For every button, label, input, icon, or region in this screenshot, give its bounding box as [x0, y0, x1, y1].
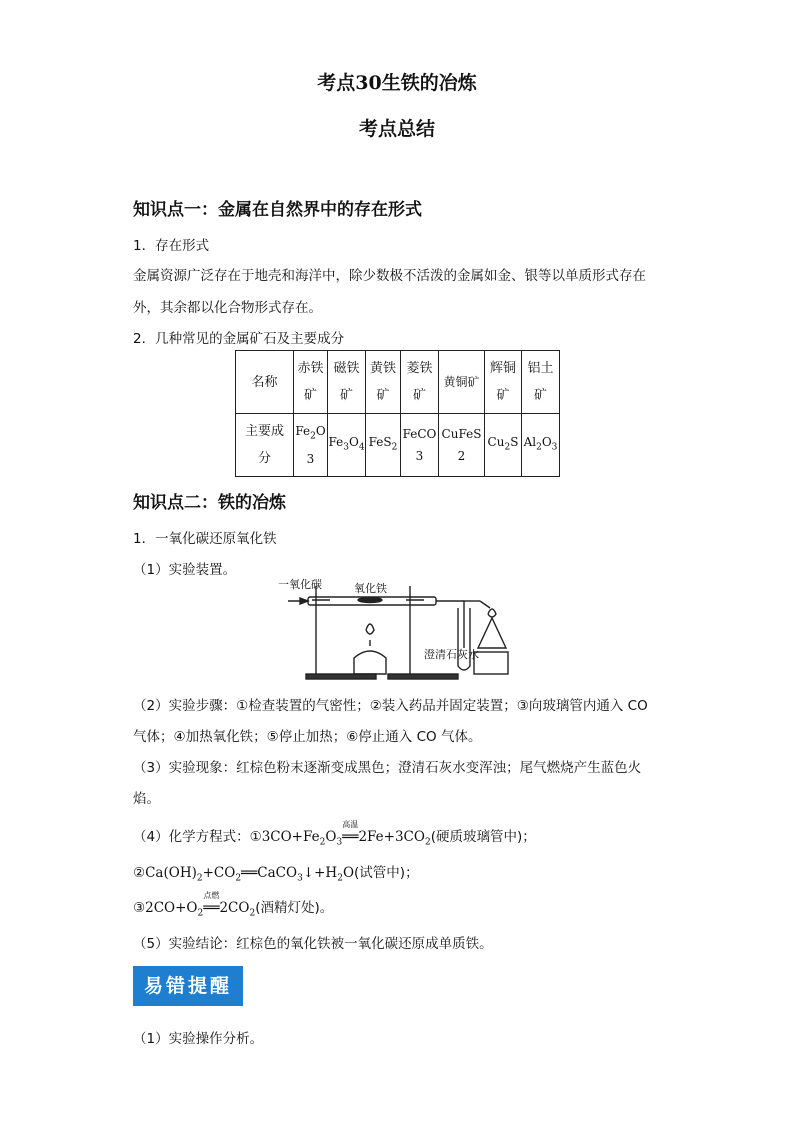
section2-item1-title: 1．一氧化碳还原氧化铁	[133, 531, 277, 547]
ore-formula-feco3: FeCO 3	[401, 414, 439, 477]
section2-equation2: $②Ca(OH)_2+CO_2══CaCO_3↓+H_2O$(试管中)；	[133, 865, 419, 884]
figure-label-limewater: 澄清石灰水	[424, 648, 479, 661]
ore-cell-chalcopyrite: 黄铜矿	[439, 351, 485, 414]
section1-item1-title: 1．存在形式	[133, 238, 210, 254]
page-title: 考点30生铁的冶炼	[317, 72, 477, 94]
section2-equation3: $③2CO+O_2$ 点燃 $══2CO_2$(酒精灯处)。	[133, 891, 334, 919]
section2-equation1: （4）化学方程式：$①3CO+Fe_2O_3$ 高温 $══2Fe+3CO_2$(硬质玻璃管中)；	[133, 820, 536, 848]
page-subtitle: 考点总结	[358, 118, 435, 140]
ore-table-formula-row	[236, 414, 560, 477]
section2-step3-a: （3）实验现象：红棕色粉末逐渐变成黑色；澄清石灰水变浑浊；尾气燃烧产生蓝色火	[133, 760, 642, 776]
ore-formula-al2o3: $Al_2O_3$	[522, 414, 560, 477]
section2-step2-a: （2）实验步骤：①检查装置的气密性；②装入药品并固定装置；③向玻璃管内通入 CO	[133, 698, 648, 714]
section2-step2-b: 气体；④加热氧化铁；⑤停止加热；⑥停止通入 CO 气体。	[133, 729, 482, 745]
section1-item2-title: 2．几种常见的金属矿石及主要成分	[133, 331, 345, 347]
section2-step1: （1）实验装置。	[133, 562, 237, 578]
ore-cell-hematite: 赤铁矿	[294, 351, 328, 414]
section2-heading: 知识点二：铁的冶炼	[133, 493, 286, 513]
figure-label-fe2o3: 氧化铁	[354, 582, 387, 595]
ore-cell-siderite: 菱铁矿	[401, 351, 439, 414]
section2-step5: （5）实验结论：红棕色的氧化铁被一氧化碳还原成单质铁。	[133, 936, 493, 952]
ore-formula-cufes2: CuFeS 2	[439, 414, 485, 477]
section1-item1-text-b: 外，其余都以化合物形式存在。	[133, 300, 322, 316]
ore-cell-main-component: 主要成分	[236, 414, 294, 477]
condition-high-temp: 高温	[342, 820, 359, 829]
error-alert-badge: 易错提醒	[133, 966, 243, 1006]
condition-ignite: 点燃	[203, 891, 220, 900]
apparatus-figure	[278, 578, 538, 684]
ore-formula-fes2: FeS$_2$	[366, 414, 401, 477]
ore-formula-fe3o4: $Fe_3O_4$	[328, 414, 366, 477]
ore-cell-bauxite: 铝土矿	[522, 351, 560, 414]
ore-cell-chalcocite: 辉铜矿	[485, 351, 522, 414]
section2-step3-b: 焰。	[133, 791, 160, 807]
ore-formula-fe2o3: $Fe_2O$ 3	[294, 414, 328, 477]
section1-heading: 知识点一：金属在自然界中的存在形式	[133, 200, 422, 220]
figure-label-co: 一氧化碳	[278, 578, 322, 591]
ore-formula-cu2s: $Cu_2S$	[485, 414, 522, 477]
section1-item1-text-a: 金属资源广泛存在于地壳和海洋中，除少数极不活泼的金属如金、银等以单质形式存在	[133, 268, 646, 284]
ore-table-header-row	[236, 351, 560, 414]
ore-cell-pyrite: 黄铁矿	[366, 351, 401, 414]
ore-cell-name: 名称	[236, 351, 294, 414]
section3-item1: （1）实验操作分析。	[133, 1031, 264, 1047]
ore-table	[235, 350, 560, 477]
ore-cell-magnetite: 磁铁矿	[328, 351, 366, 414]
